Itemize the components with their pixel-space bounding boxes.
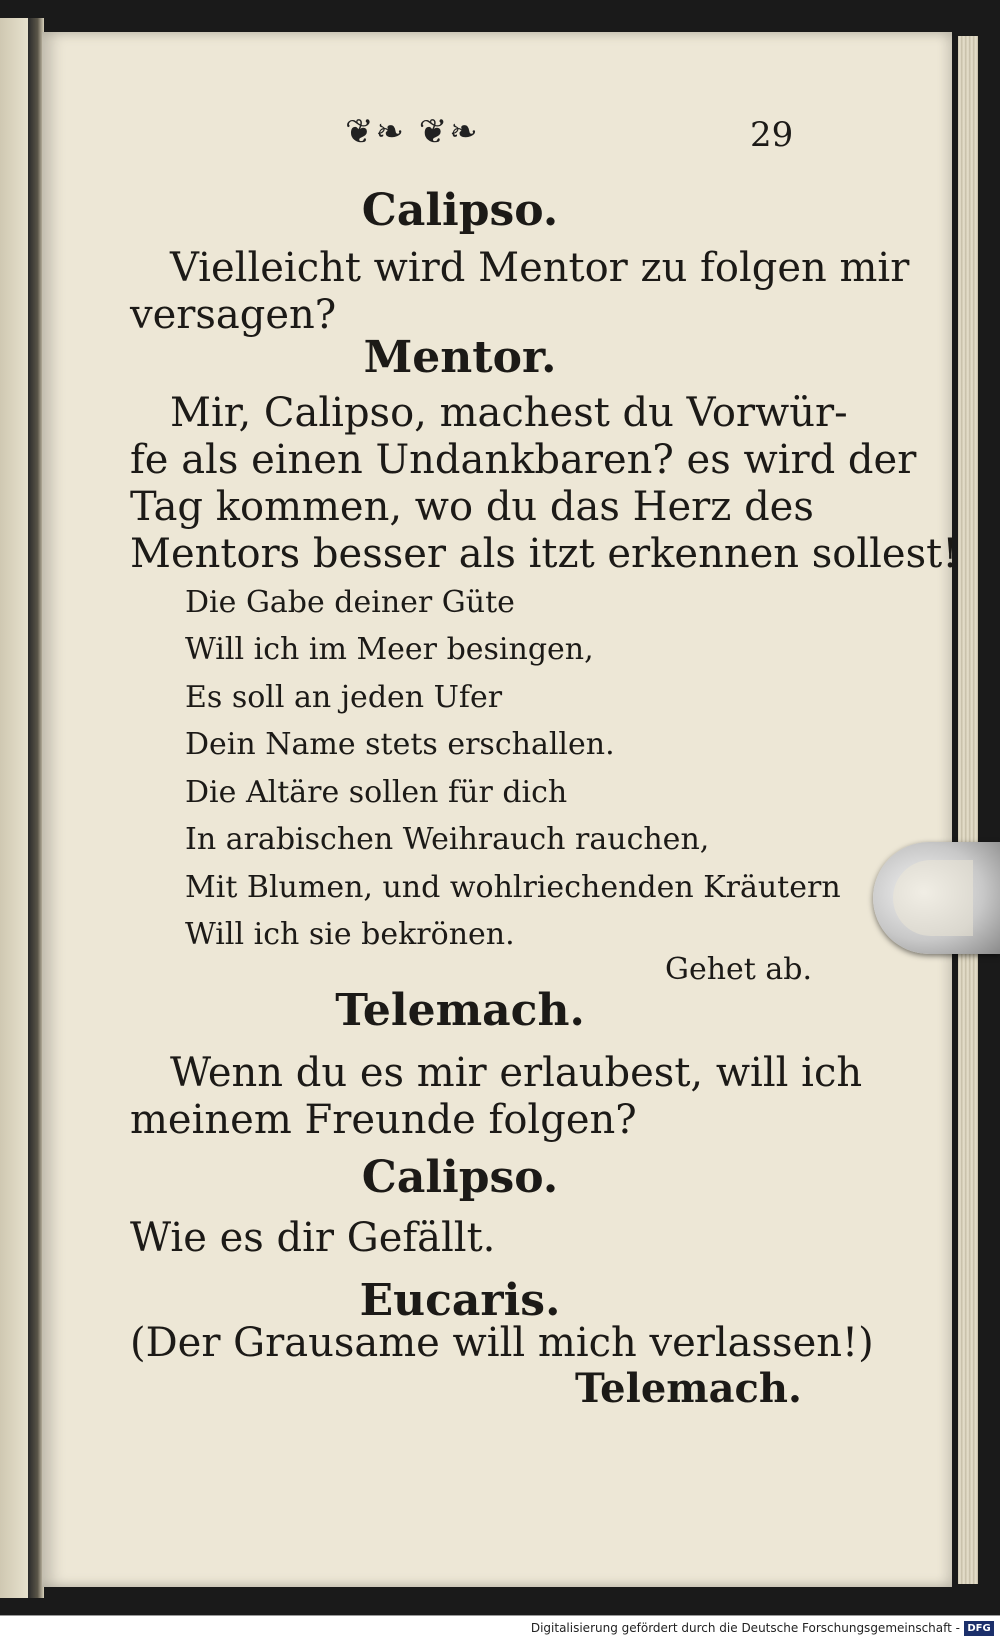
page-number: 29	[750, 115, 794, 155]
speaker-eucaris: Eucaris.	[359, 1275, 561, 1326]
left-page-edge	[0, 18, 30, 1598]
prose-line: (Der Grausame will mich verlassen!)	[130, 1320, 874, 1366]
prose-line: meinem Freunde folgen?	[130, 1097, 637, 1143]
prose-line: versagen?	[130, 292, 337, 338]
speaker-calipso: Calipso.	[361, 185, 559, 236]
verse-line: Es soll an jeden Ufer	[185, 680, 503, 715]
verse-line: Dein Name stets erschallen.	[185, 727, 615, 762]
footer-bar	[0, 1615, 1000, 1642]
prose-line: Wie es dir Gefällt.	[130, 1215, 496, 1261]
catchword: Telemach.	[575, 1365, 802, 1412]
speaker-mentor: Mentor.	[363, 332, 557, 383]
prose-line: fe als einen Undankbaren? es wird der	[130, 437, 917, 483]
verse-line: Mit Blumen, und wohlriechenden Kräutern	[185, 870, 841, 905]
stage-direction: Gehet ab.	[665, 952, 813, 987]
header-ornament: ❦❧ ❦❧	[345, 112, 480, 152]
prose-line: Wenn du es mir erlaubest, will ich	[170, 1050, 863, 1096]
verse-line: In arabischen Weihrauch rauchen,	[185, 822, 710, 857]
prose-line: Mir, Calipso, machest du Vorwür-	[170, 390, 848, 436]
paper-clip	[873, 842, 1000, 954]
prose-line: Tag kommen, wo du das Herz des	[130, 484, 814, 530]
speaker-telemach: Telemach.	[335, 985, 585, 1036]
prose-line: Vielleicht wird Mentor zu folgen mir	[170, 245, 910, 291]
verse-line: Die Altäre sollen für dich	[185, 775, 568, 810]
dfg-logo: DFG	[964, 1621, 994, 1636]
verse-line: Will ich sie bekrönen.	[185, 917, 515, 952]
verse-line: Will ich im Meer besingen,	[185, 632, 594, 667]
footer-credit: Digitalisierung gefördert durch die Deutsche Forschungsgemeinschaft -	[530, 1621, 960, 1635]
page-edges	[958, 36, 978, 1584]
speaker-calipso: Calipso.	[361, 1152, 559, 1203]
prose-line: Mentors besser als itzt erkennen sollest!	[130, 531, 959, 577]
verse-line: Die Gabe deiner Güte	[185, 585, 515, 620]
